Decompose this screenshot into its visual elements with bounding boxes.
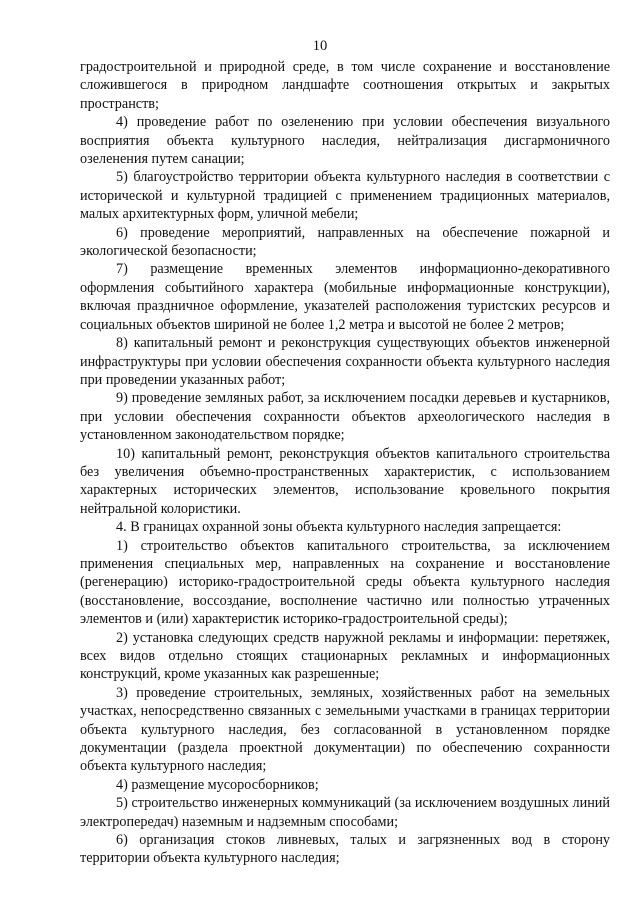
- paragraph-item-6: 6) проведение мероприятий, направленных на обеспечение пожарной и экологической безопасности;: [80, 224, 610, 260]
- paragraph-item-5: 5) благоустройство территории объекта культурного наследия в соответствии с исторической и культурной традицией с применением традиционных материалов, малых архитектурных форм, уличной мебели;: [80, 169, 610, 223]
- paragraph-item-4: 4) проведение работ по озеленению при условии обеспечения визуального восприятия объекта культурного наследия, нейтрализация дисгармоничного озеленения путем санации;: [80, 114, 610, 168]
- prohibition-item-4: 4) размещение мусоросборников;: [116, 776, 319, 793]
- prohibition-item-2: 2) установка следующих средств наружной рекламы и информации: перетяжек, всех видов отдельно стоящих стационарных рекламных и информационных конструкций, кроме указанных как разрешенные;: [80, 629, 610, 683]
- paragraph-continuation: градостроительной и природной среде, в том числе сохранение и восстановление сложившегося в природном ландшафте соотношения открытых и закрытых пространств;: [80, 59, 610, 112]
- prohibition-item-5: 5) строительство инженерных коммуникаций (за исключением воздушных линий электропередач) наземным и надземным способами;: [80, 795, 610, 830]
- prohibition-item-6: 6) организация стоков ливневых, талых и загрязненных вод в сторону территории объекта культурного наследия;: [80, 832, 610, 867]
- prohibition-item-1: 1) строительство объектов капитального строительства, за исключением применения специальных мер, направленных на сохранение и восстановление (регенерацию) историко-градостроительной среды объекта культурного наследия (восстановление, воссоздание, восполнение частично или полностью утраченных элементов и (или) характеристик историко-градостроительной среды);: [80, 537, 610, 628]
- section-heading-4: 4. В границах охранной зоны объекта культурного наследия запрещается:: [116, 519, 562, 536]
- paragraph-item-10: 10) капитальный ремонт, реконструкция объектов капитального строительства без увеличения объемно-пространственных характеристик, с использованием характерных исторических элементов, использование кровельного покрытия нейтральной колористики.: [80, 445, 610, 517]
- paragraph-item-9: 9) проведение земляных работ, за исключением посадки деревьев и кустарников, при условии обеспечения сохранности объектов археологического наследия в установленном законодательством порядке;: [80, 390, 610, 444]
- page-number: 10: [312, 38, 328, 54]
- document-body: [80, 58, 610, 868]
- paragraph-item-7: 7) размещение временных элементов информационно-декоративного оформления событийного характера (мобильные информационные конструкции), включая праздничное оформление, указателей расположения туристских ресурсов и социальных объектов шириной не более 1,2 метра и высотой не более 2 метров;: [80, 261, 610, 333]
- paragraph-item-8: 8) капитальный ремонт и реконструкция существующих объектов инженерной инфраструктуры при условии обеспечения сохранности объекта культурного наследия при проведении указанных работ;: [80, 335, 610, 388]
- prohibition-item-3: 3) проведение строительных, земляных, хозяйственных работ на земельных участках, непосредственно связанных с земельными участками в границах территории объекта культурного наследия, без согласованной в установленном порядке документации (раздела проектной документации) по обеспечению сохранности объекта культурного наследия;: [80, 684, 610, 775]
